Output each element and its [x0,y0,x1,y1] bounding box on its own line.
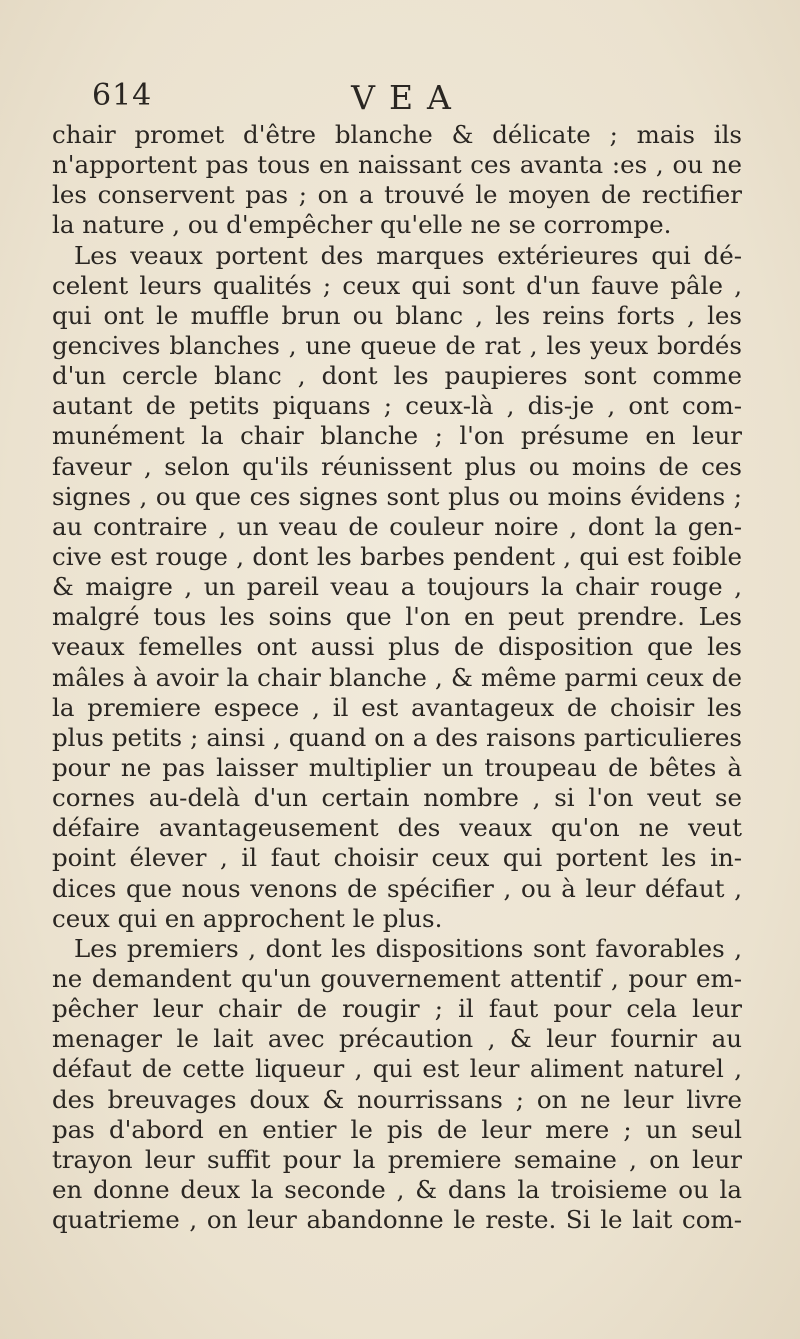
text-line: & maigre , un pareil veau a toujours la chair rouge , [52,572,742,602]
text-line: cive est rouge , dont les barbes pendent , qui est foible [52,541,742,571]
text-line: au contraire , un veau de couleur noire , dont la gen- [52,511,742,541]
text-line: des breuvages doux & nourrissans ; on ne leur livre [52,1084,742,1114]
text-line: munément la chair blanche ; l'on présume en leur [52,421,742,451]
text-line: ceux qui en approchent le plus. [52,903,443,933]
text-line: malgré tous les soins que l'on en peut prendre. Les [52,602,742,632]
text-line: qui ont le muffle brun ou blanc , les reins forts , les [52,300,742,330]
text-line: Les veaux portent des marques extérieures qui dé- [74,240,742,270]
text-line: faveur , selon qu'ils réunissent plus ou moins de ces [52,451,742,481]
text-line: pour ne pas laisser multiplier un troupeau de bêtes à [52,752,742,782]
text-line: pêcher leur chair de rougir ; il faut pour cela leur [52,994,742,1024]
text-line: celent leurs qualités ; ceux qui sont d'un fauve pâle , [52,270,742,300]
text-line: chair promet d'être blanche & délicate ; mais ils [52,120,742,149]
text-line: veaux femelles ont aussi plus de disposition que les [52,632,742,662]
text-line: gencives blanches , une queue de rat , les yeux bordés [52,330,742,360]
text-line: cornes au-delà d'un certain nombre , si l'on veut se [52,783,742,813]
text-line: trayon leur suffit pour la premiere semaine , on leur [52,1144,742,1174]
text-line: dices que nous venons de spécifier , ou à leur défaut , [52,873,742,903]
text-line: mâles à avoir la chair blanche , & même parmi ceux de [52,662,742,692]
text-line: défaut de cette liqueur , qui est leur aliment naturel , [52,1054,742,1084]
text-line: autant de petits piquans ; ceux-là , dis-je , ont com- [52,391,742,421]
text-line: d'un cercle blanc , dont les paupieres sont comme [52,361,742,391]
body-text [52,120,742,1235]
text-line: plus petits ; ainsi , quand on a des raisons particulieres [52,722,742,752]
page-header [78,78,738,122]
text-line: les conservent pas ; on a trouvé le moyen de rectifier [52,180,742,210]
text-line: défaire avantageusement des veaux qu'on ne veut [52,813,742,843]
text-line: n'apportent pas tous en naissant ces avanta :es , ou ne [52,150,742,180]
text-line: pas d'abord en entier le pis de leur mere ; un seul [52,1114,742,1144]
page-number: 614 [92,78,153,113]
text-line: ne demandent qu'un gouvernement attentif , pour em- [52,963,742,993]
text-line: signes , ou que ces signes sont plus ou moins évidens ; [52,481,742,511]
text-line: la nature , ou d'empêcher qu'elle ne se corrompe. [52,210,672,240]
text-line: point élever , il faut choisir ceux qui portent les in- [52,843,742,873]
text-line: Les premiers , dont les dispositions sont favorables , [74,933,742,963]
running-head: VEA [351,78,465,117]
text-line: la premiere espece , il est avantageux de choisir les [52,692,742,722]
text-line: quatrieme , on leur abandonne le reste. Si le lait com- [52,1205,742,1235]
text-line: menager le lait avec précaution , & leur fournir au [52,1024,742,1054]
text-line: en donne deux la seconde , & dans la troisieme ou la [52,1174,742,1204]
